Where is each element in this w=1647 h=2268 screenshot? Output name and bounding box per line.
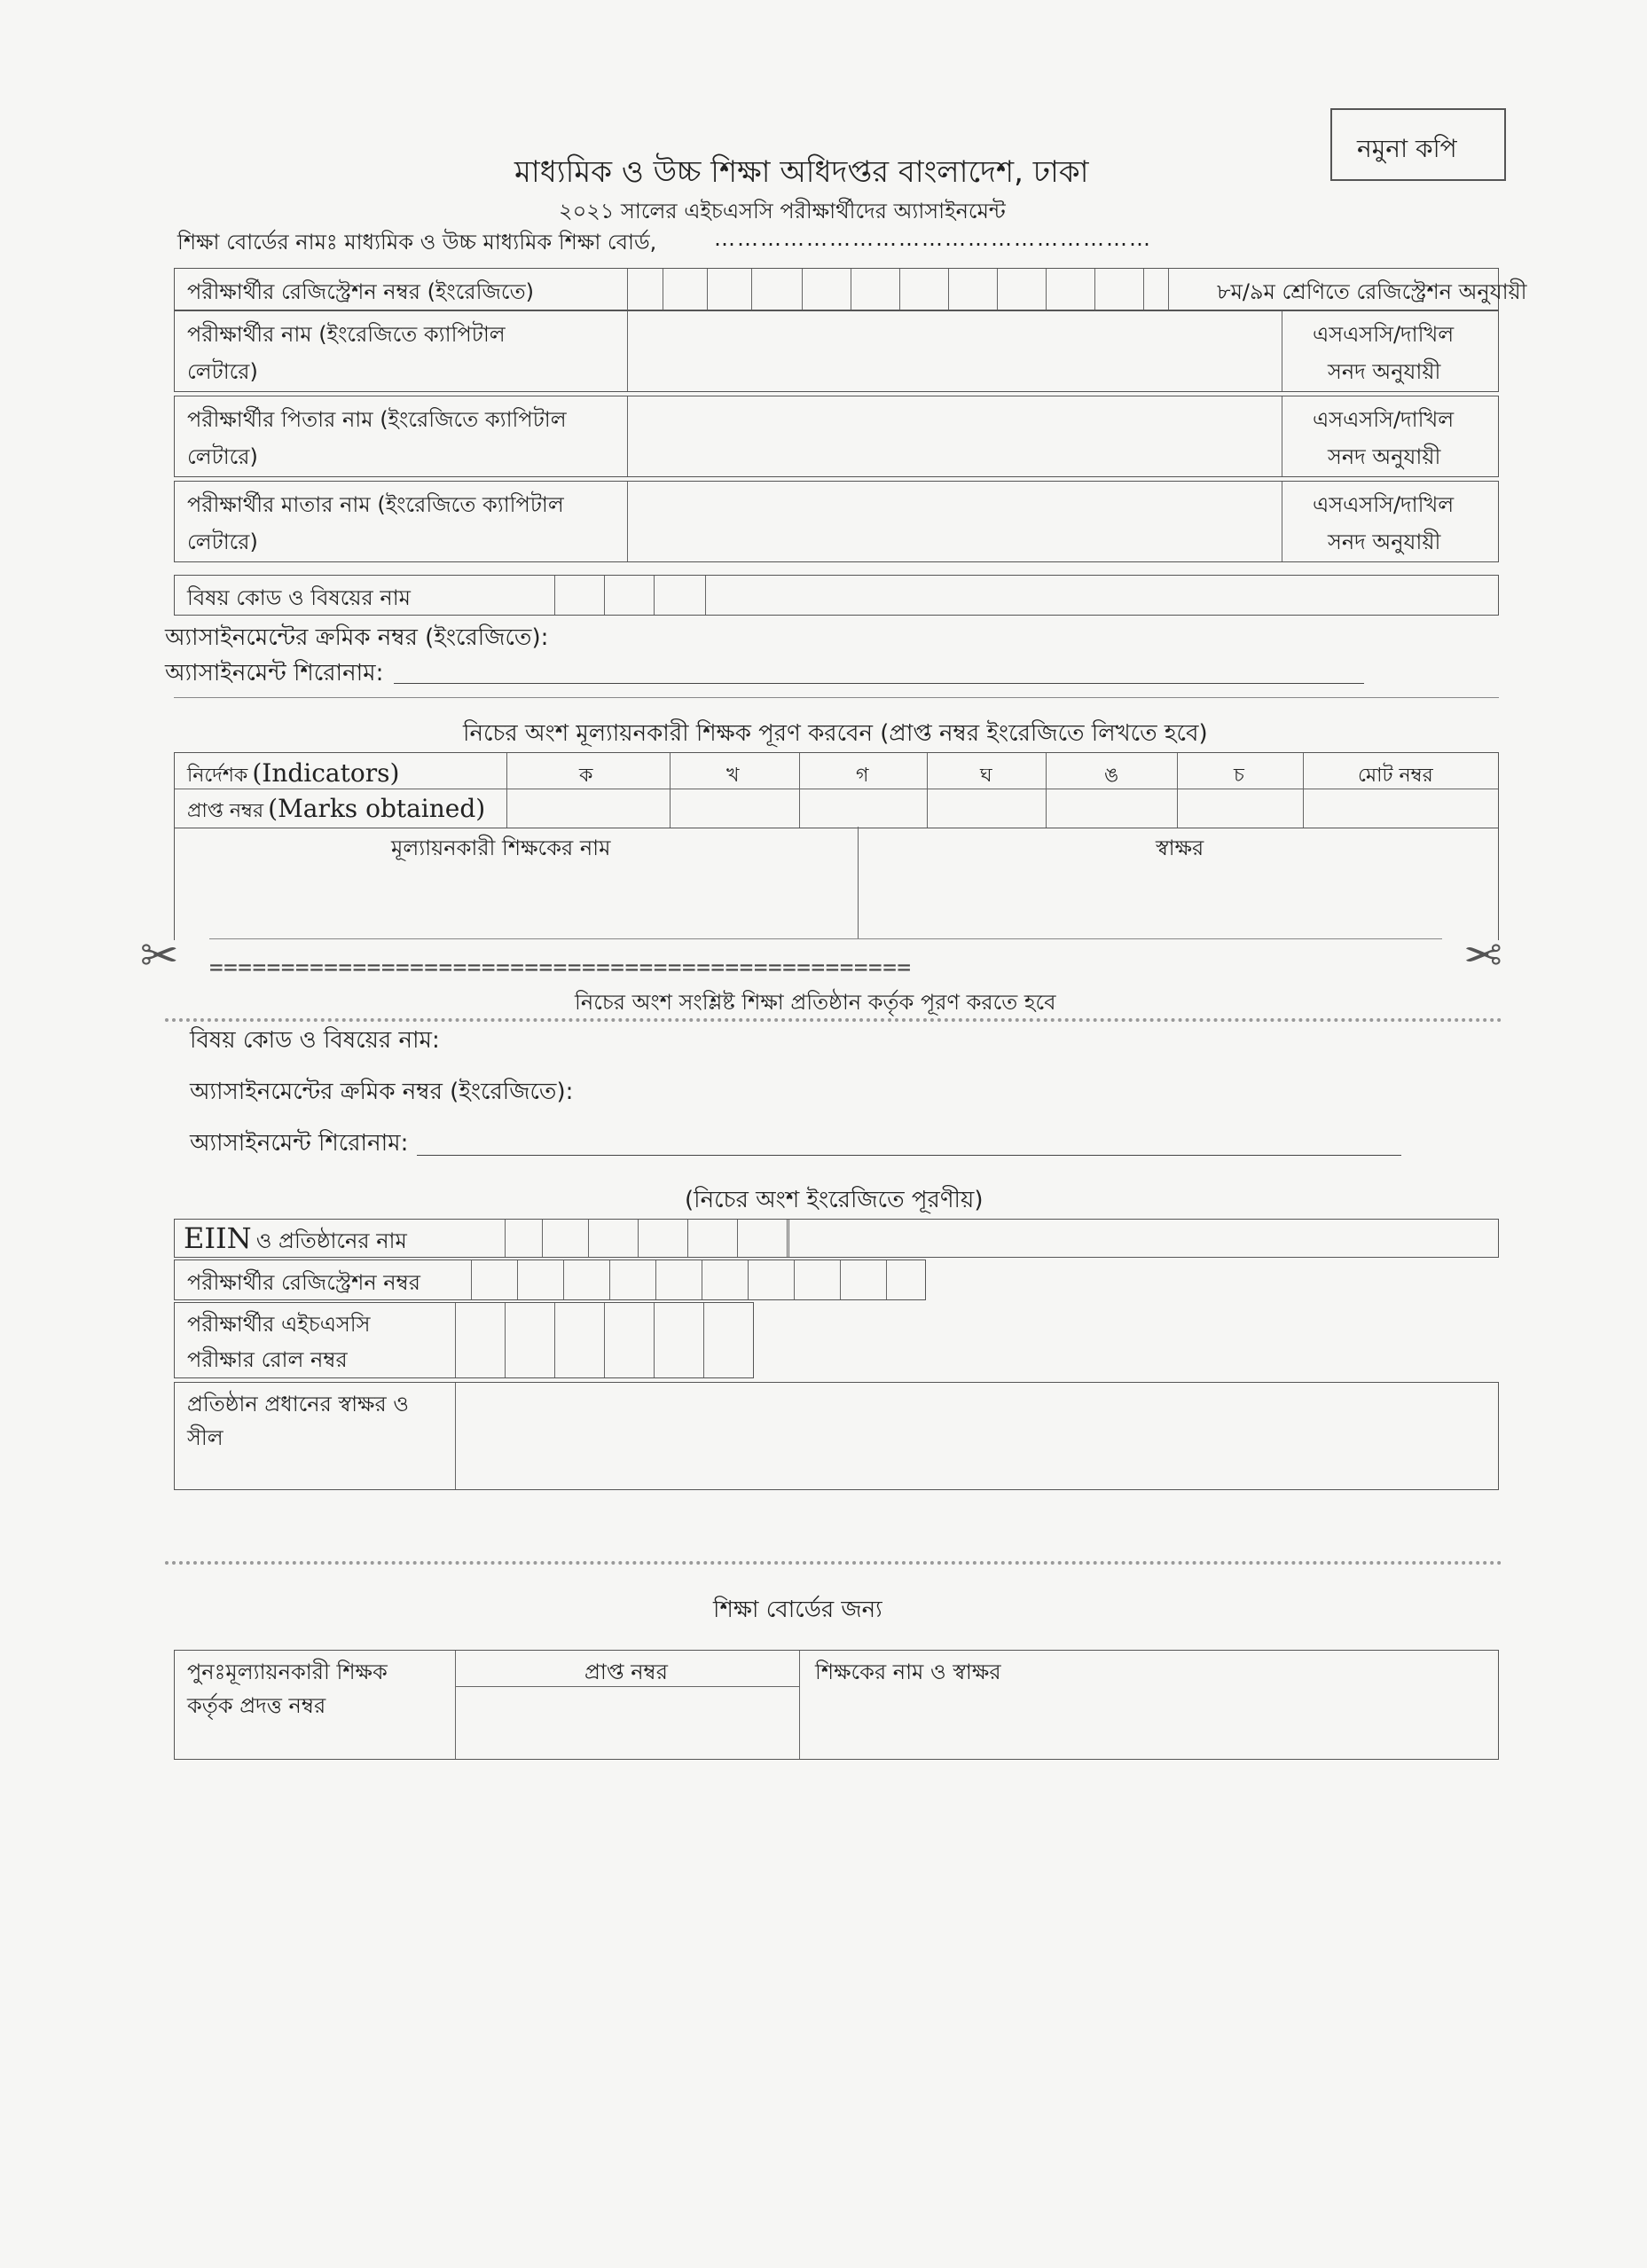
institution-registration-row: [174, 1260, 926, 1300]
col-cha: চ: [1234, 765, 1244, 787]
marks-gha-cell[interactable]: [929, 790, 1044, 828]
signature-label: স্বাক্ষর: [1156, 836, 1204, 860]
student-name-label: পরীক্ষার্থীর নাম (ইংরেজিতে ক্যাপিটাল: [187, 322, 506, 347]
mother-name-row: পরীক্ষার্থীর মাতার নাম (ইংরেজিতে ক্যাপিটাল লেটারে) এসএসসি/দাখিল সনদ অনুযায়ী: [174, 481, 1499, 562]
marks-cha-cell[interactable]: [1179, 790, 1301, 828]
head-signature-label: প্রতিষ্ঠান প্রধানের স্বাক্ষর ও: [187, 1392, 409, 1417]
father-name-note: এসএসসি/দাখিল: [1313, 407, 1455, 432]
teacher-name-label: মূল্যায়নকারী শিক্ষকের নাম: [391, 836, 611, 860]
teacher-signature-field[interactable]: [861, 862, 1496, 938]
registration-label: পরীক্ষার্থীর রেজিস্ট্রেশন নম্বর (ইংরেজিতে): [187, 279, 534, 304]
marks-total-cell[interactable]: [1305, 790, 1498, 828]
hsc-roll-boxes[interactable]: [455, 1303, 753, 1377]
assignment-serial-label: অ্যাসাইনমেন্টের ক্রমিক নম্বর (ইংরেজিতে):: [165, 624, 549, 651]
father-name-label: পরীক্ষার্থীর পিতার নাম (ইংরেজিতে ক্যাপিটাল: [187, 407, 567, 432]
cut-line: =================================================: [209, 954, 912, 981]
page-subtitle: ২০২১ সালের এইচএসসি পরীক্ষার্থীদের অ্যাসাইনমেন্ট: [559, 199, 1006, 224]
col-gha: ঘ: [980, 765, 992, 787]
eiin-digit-boxes[interactable]: [505, 1220, 788, 1257]
registration-note: ৮ম/৯ম শ্রেণিতে রেজিস্ট্রেশন অনুযায়ী: [1217, 279, 1527, 304]
scissors-left-icon: ✂: [140, 930, 179, 983]
assignment-title-label: অ্যাসাইনমেন্ট শিরোনাম:: [165, 660, 384, 687]
institution-instruction: নিচের অংশ সংশ্লিষ্ট শিক্ষা প্রতিষ্ঠান কর্তৃক পূরণ করতে হবে: [575, 990, 1056, 1015]
hsc-roll-label: পরীক্ষার্থীর এইচএসসি: [187, 1312, 371, 1337]
assignment-title-line[interactable]: [394, 683, 1364, 684]
marks-ga-cell[interactable]: [801, 790, 925, 828]
evaluation-instruction: নিচের অংশ মূল্যায়নকারী শিক্ষক পূরণ করবেন (প্রাপ্ত নম্বর ইংরেজিতে লিখতে হবে): [463, 720, 1208, 747]
marks-table: [174, 752, 1499, 828]
subject-code-row: [174, 575, 1499, 616]
scissors-right-icon: ✂: [1463, 930, 1502, 983]
marks-nga-cell[interactable]: [1047, 790, 1175, 828]
institution-serial-label: অ্যাসাইনমেন্টের ক্রমিক নম্বর (ইংরেজিতে):: [190, 1079, 574, 1105]
subject-code-label: বিষয় কোড ও বিষয়ের নাম: [187, 585, 411, 610]
institution-subject-label: বিষয় কোড ও বিষয়ের নাম:: [190, 1027, 440, 1054]
re-evaluation-teacher-field[interactable]: [801, 1686, 1496, 1759]
head-signature-field[interactable]: [457, 1383, 1496, 1489]
mother-name-label: পরীক্ষার্থীর মাতার নাম (ইংরেজিতে ক্যাপিটাল: [187, 492, 564, 517]
marks-ka-cell[interactable]: [508, 790, 668, 828]
marks-obtained-label: প্রাপ্ত নম্বর (Marks obtained): [187, 794, 486, 823]
teacher-name-sign-label: শিক্ষকের নাম ও স্বাক্ষর: [815, 1660, 1001, 1684]
marks-kha-cell[interactable]: [671, 790, 797, 828]
hsc-roll-row: পরীক্ষার্থীর এইচএসসি পরীক্ষার রোল নম্বর: [174, 1302, 754, 1378]
page-title: মাধ্যমিক ও উচ্চ শিক্ষা অধিদপ্তর বাংলাদেশ, ঢাকা: [514, 154, 1089, 190]
student-name-row: পরীক্ষার্থীর নাম (ইংরেজিতে ক্যাপিটাল লেটারে) এসএসসি/দাখিল সনদ অনুযায়ী: [174, 310, 1499, 392]
teacher-name-field[interactable]: [176, 862, 856, 938]
institution-title-line[interactable]: [417, 1155, 1401, 1156]
sample-copy-stamp: [1330, 108, 1506, 181]
eiin-row: [174, 1219, 1499, 1258]
institution-name-field[interactable]: [790, 1220, 1496, 1257]
col-kha: খ: [726, 765, 740, 787]
institution-title-label: অ্যাসাইনমেন্ট শিরোনাম:: [190, 1130, 409, 1157]
col-nga: ঙ: [1104, 765, 1119, 787]
father-name-row: পরীক্ষার্থীর পিতার নাম (ইংরেজিতে ক্যাপিটাল লেটারে) এসএসসি/দাখিল সনদ অনুযায়ী: [174, 396, 1499, 477]
obtained-marks-label: প্রাপ্ত নম্বর: [584, 1660, 668, 1684]
registration-digit-boxes[interactable]: [627, 269, 1266, 310]
english-fill-note: (নিচের অংশ ইংরেজিতে পূরণীয়): [685, 1187, 984, 1213]
head-signature-row: প্রতিষ্ঠান প্রধানের স্বাক্ষর ও সীল: [174, 1382, 1499, 1490]
re-evaluation-marks-field[interactable]: [457, 1688, 797, 1759]
col-ka: ক: [579, 765, 593, 787]
registration-row: [174, 268, 1527, 310]
col-total: মোট নম্বর: [1358, 765, 1433, 787]
sample-copy-text: নমুনা কপি: [1357, 134, 1457, 163]
indicators-label: নির্দেশক (Indicators): [187, 758, 400, 788]
institution-registration-label: পরীক্ষার্থীর রেজিস্ট্রেশন নম্বর: [187, 1270, 420, 1295]
board-section-title: শিক্ষা বোর্ডের জন্য: [713, 1597, 882, 1623]
subject-code-boxes[interactable]: [554, 576, 705, 615]
re-evaluation-label: পুনঃমূল্যায়নকারী শিক্ষক: [187, 1660, 388, 1684]
board-name-label: শিক্ষা বোর্ডের নামঃ মাধ্যমিক ও উচ্চ মাধ্যমিক শিক্ষা বোর্ড,: [177, 230, 657, 255]
teacher-sign-block: [174, 827, 1499, 940]
col-ga: গ: [856, 765, 869, 787]
mother-name-note: এসএসসি/দাখিল: [1313, 492, 1455, 517]
eiin-label: EIIN ও প্রতিষ্ঠানের নাম: [184, 1221, 407, 1255]
institution-registration-boxes[interactable]: [471, 1260, 925, 1299]
board-name-dots: …………………………………………………: [714, 226, 1152, 251]
subject-name-field[interactable]: [707, 576, 1496, 615]
student-name-note: এসএসসি/দাখিল: [1313, 322, 1455, 347]
re-evaluation-table: পুনঃমূল্যায়নকারী শিক্ষক কর্তৃক প্রদত্ত নম্বর প্রাপ্ত নম্বর শিক্ষকের নাম ও স্বাক্ষর: [174, 1650, 1499, 1760]
